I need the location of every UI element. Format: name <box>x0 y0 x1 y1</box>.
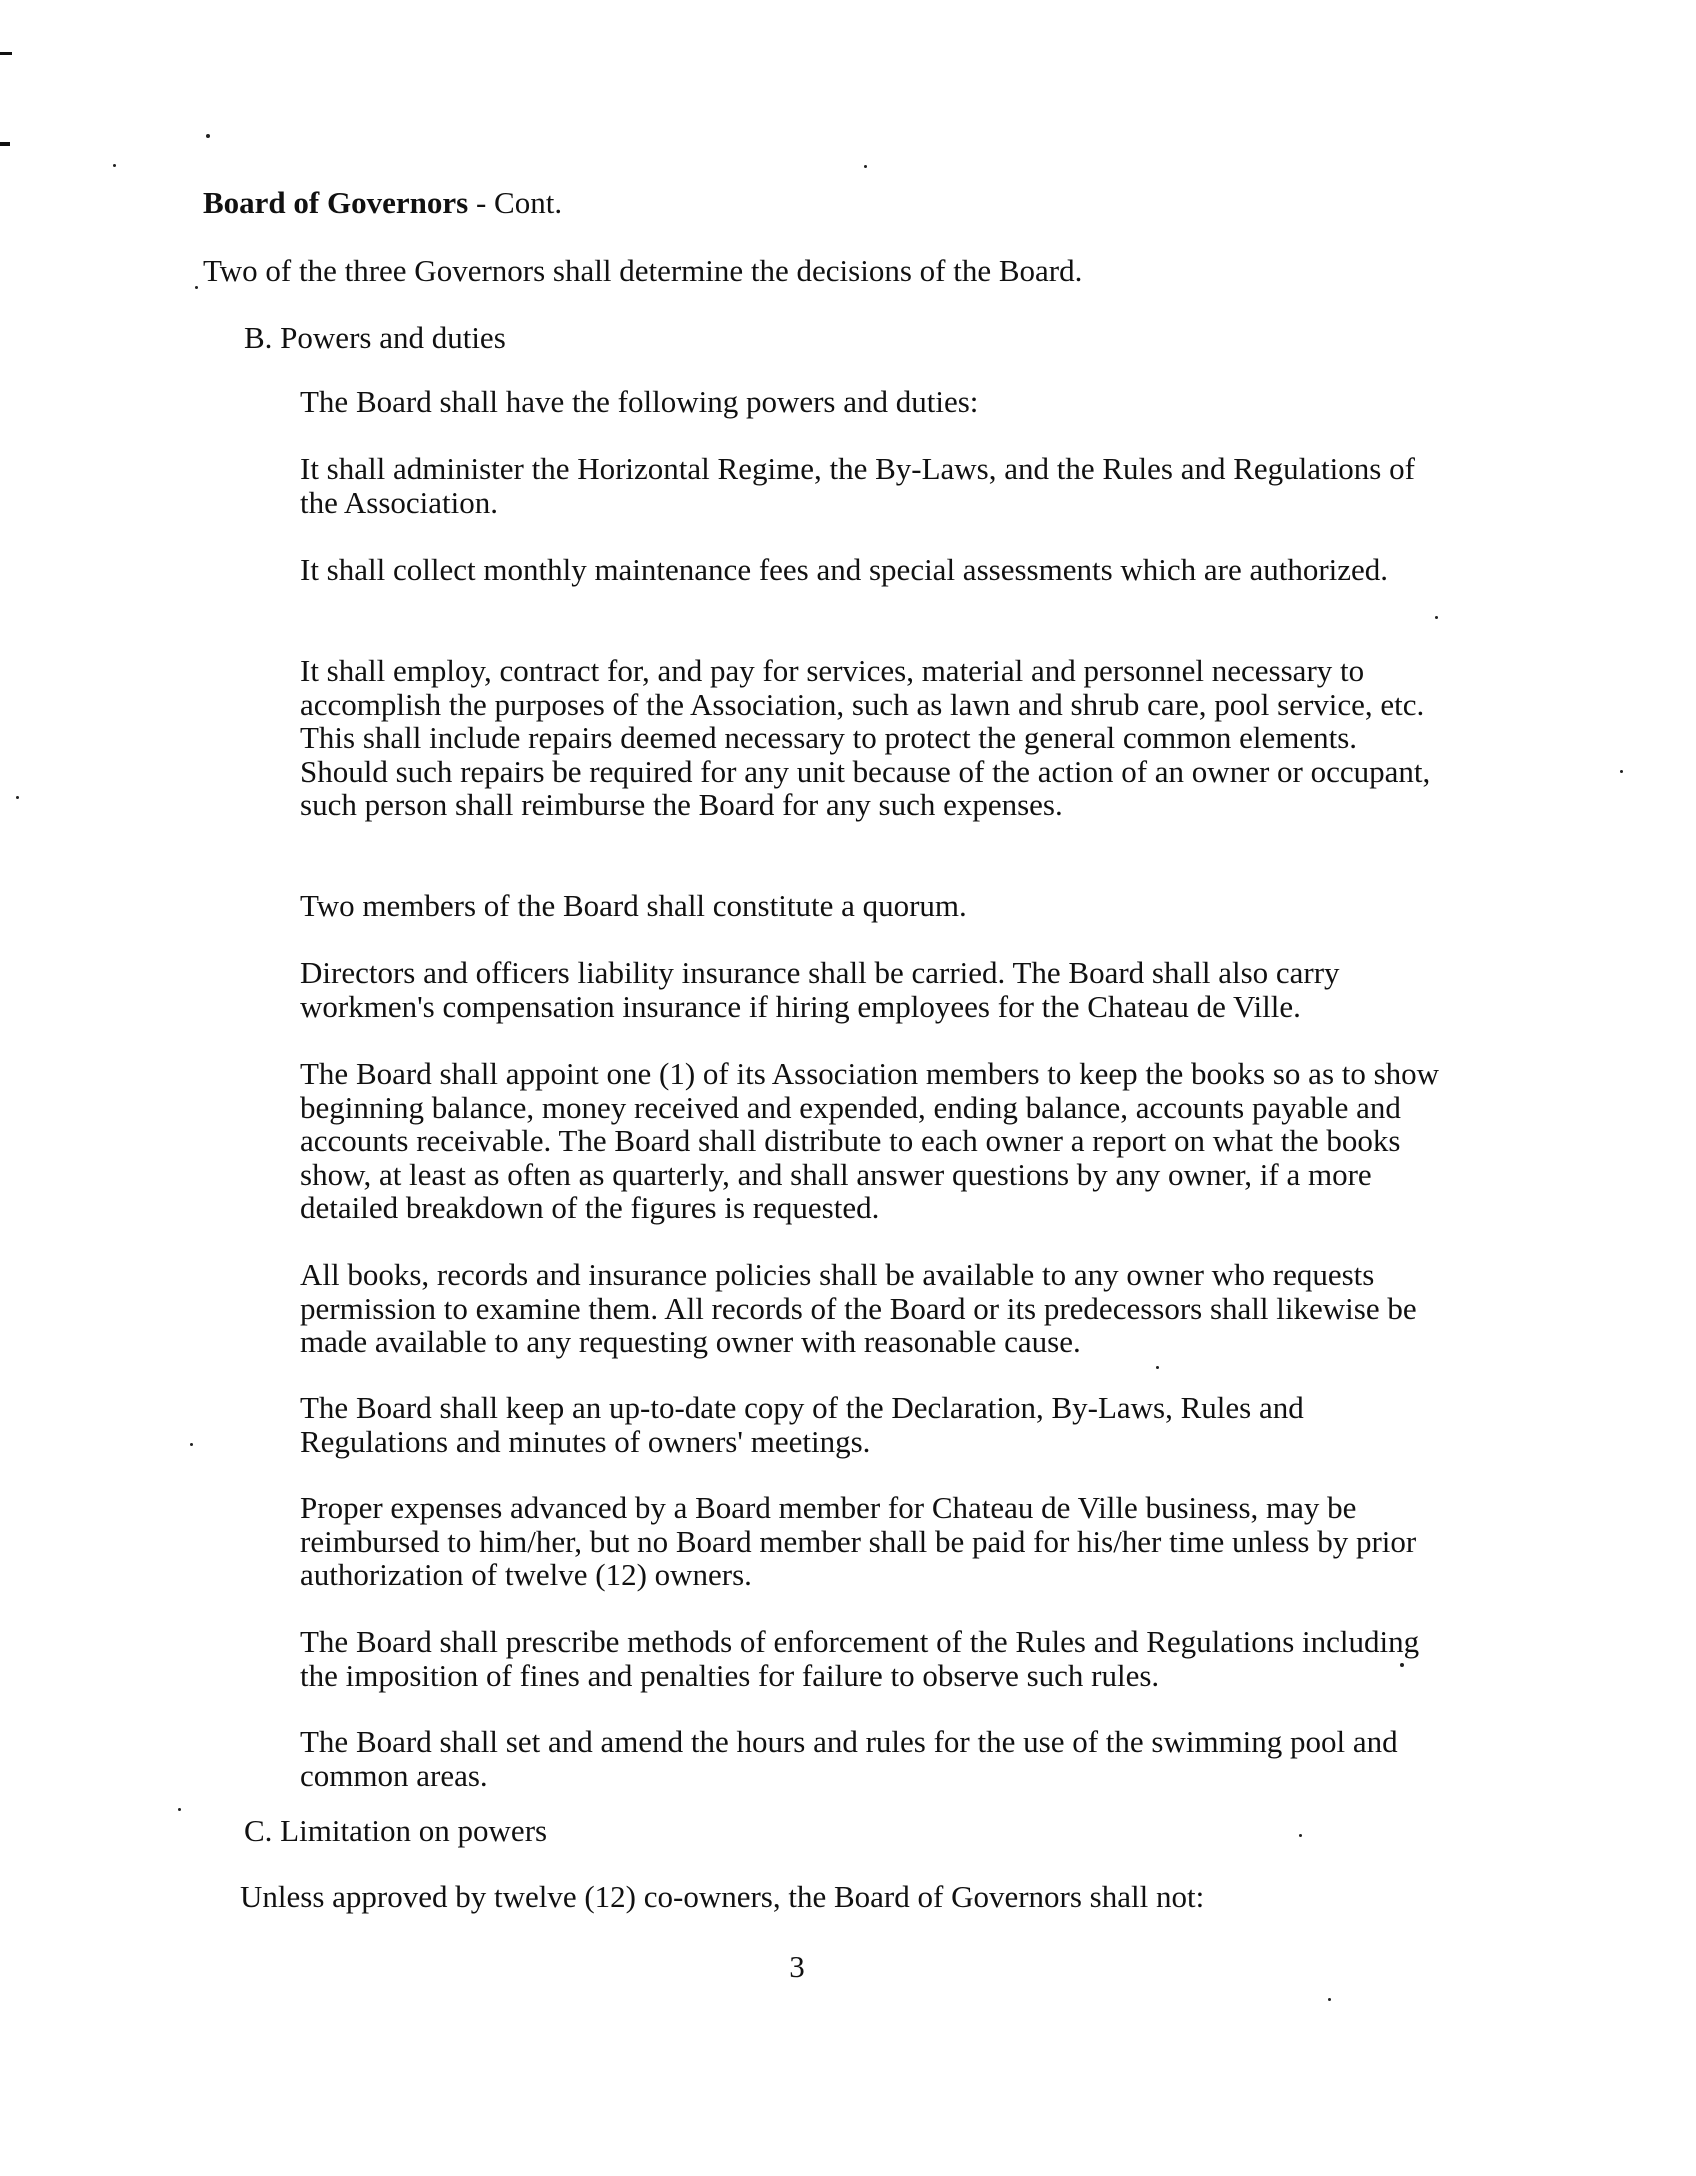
page-number: 3 <box>789 1949 805 1984</box>
scan-speck <box>1328 1998 1331 2001</box>
paragraph: The Board shall have the following powers and duties: <box>300 384 979 419</box>
scan-speck <box>178 1808 181 1811</box>
scan-speck <box>1156 1366 1159 1369</box>
scan-speck <box>16 796 19 799</box>
scan-speck <box>195 286 198 289</box>
section-b-title: B. Powers and duties <box>244 320 506 355</box>
scan-speck <box>1435 616 1438 619</box>
paragraph: The Board shall prescribe methods of enforcement of the Rules and Regulations including the imposition of fines and penalties for failure to observe such rules. <box>300 1624 1420 1693</box>
section-c-title: C. Limitation on powers <box>244 1813 548 1848</box>
paragraph: All books, records and insurance policies shall be available to any owner who requests permission to examine them. All records of the Board or its predecessors shall likewise be made available to any requesting owner with reasonable cause. <box>300 1257 1417 1359</box>
scan-edge-mark <box>0 52 12 55</box>
scan-speck <box>206 134 210 138</box>
paragraph: It shall administer the Horizontal Regime, the By-Laws, and the Rules and Regulations of the Association. <box>300 451 1415 520</box>
scan-speck <box>864 165 867 168</box>
scan-speck <box>1620 770 1623 773</box>
paragraph: Two members of the Board shall constitute a quorum. <box>300 888 967 923</box>
scan-speck <box>113 164 116 167</box>
scan-edge-mark <box>0 142 10 146</box>
paragraph: Proper expenses advanced by a Board member for Chateau de Ville business, may be reimbursed to him/her, but no Board member shall be paid for his/her time unless by prior authorization of twelve (12) owners. <box>300 1490 1417 1592</box>
paragraph: It shall employ, contract for, and pay for services, material and personnel necessary to accomplish the purposes of the Association, such as lawn and shrub care, pool service, etc. This shall include repairs deemed necessary to protect the general common elements. Should such repairs be required for any unit because of the action of an owner or occupant, such person shall reimburse the Board for any such expenses. <box>300 653 1431 822</box>
section-heading <box>203 183 562 223</box>
paragraph: The Board shall appoint one (1) of its Association members to keep the books so as to show beginning balance, money received and expended, ending balance, accounts payable and accounts receivable. The Board shall distribute to each owner a report on what the books show, at least as often as quarterly, and shall answer questions by any owner, if a more detailed breakdown of the figures is requested. <box>300 1056 1440 1225</box>
scan-speck <box>190 1443 193 1446</box>
scan-speck <box>1299 1834 1302 1837</box>
heading-bold: Board of Governors <box>203 185 469 220</box>
section-c-lead: Unless approved by twelve (12) co-owners, the Board of Governors shall not: <box>240 1879 1205 1914</box>
paragraph: Directors and officers liability insurance shall be carried. The Board shall also carry workmen's compensation insurance if hiring employees for the Chateau de Ville. <box>300 955 1340 1024</box>
heading-rest: - Cont. <box>468 185 563 220</box>
paragraph: The Board shall keep an up-to-date copy of the Declaration, By-Laws, Rules and Regulations and minutes of owners' meetings. <box>300 1390 1304 1459</box>
intro-sentence: Two of the three Governors shall determine the decisions of the Board. <box>203 253 1083 288</box>
paragraph: It shall collect monthly maintenance fees and special assessments which are authorized. <box>300 552 1389 587</box>
paragraph: The Board shall set and amend the hours and rules for the use of the swimming pool and common areas. <box>300 1724 1398 1793</box>
